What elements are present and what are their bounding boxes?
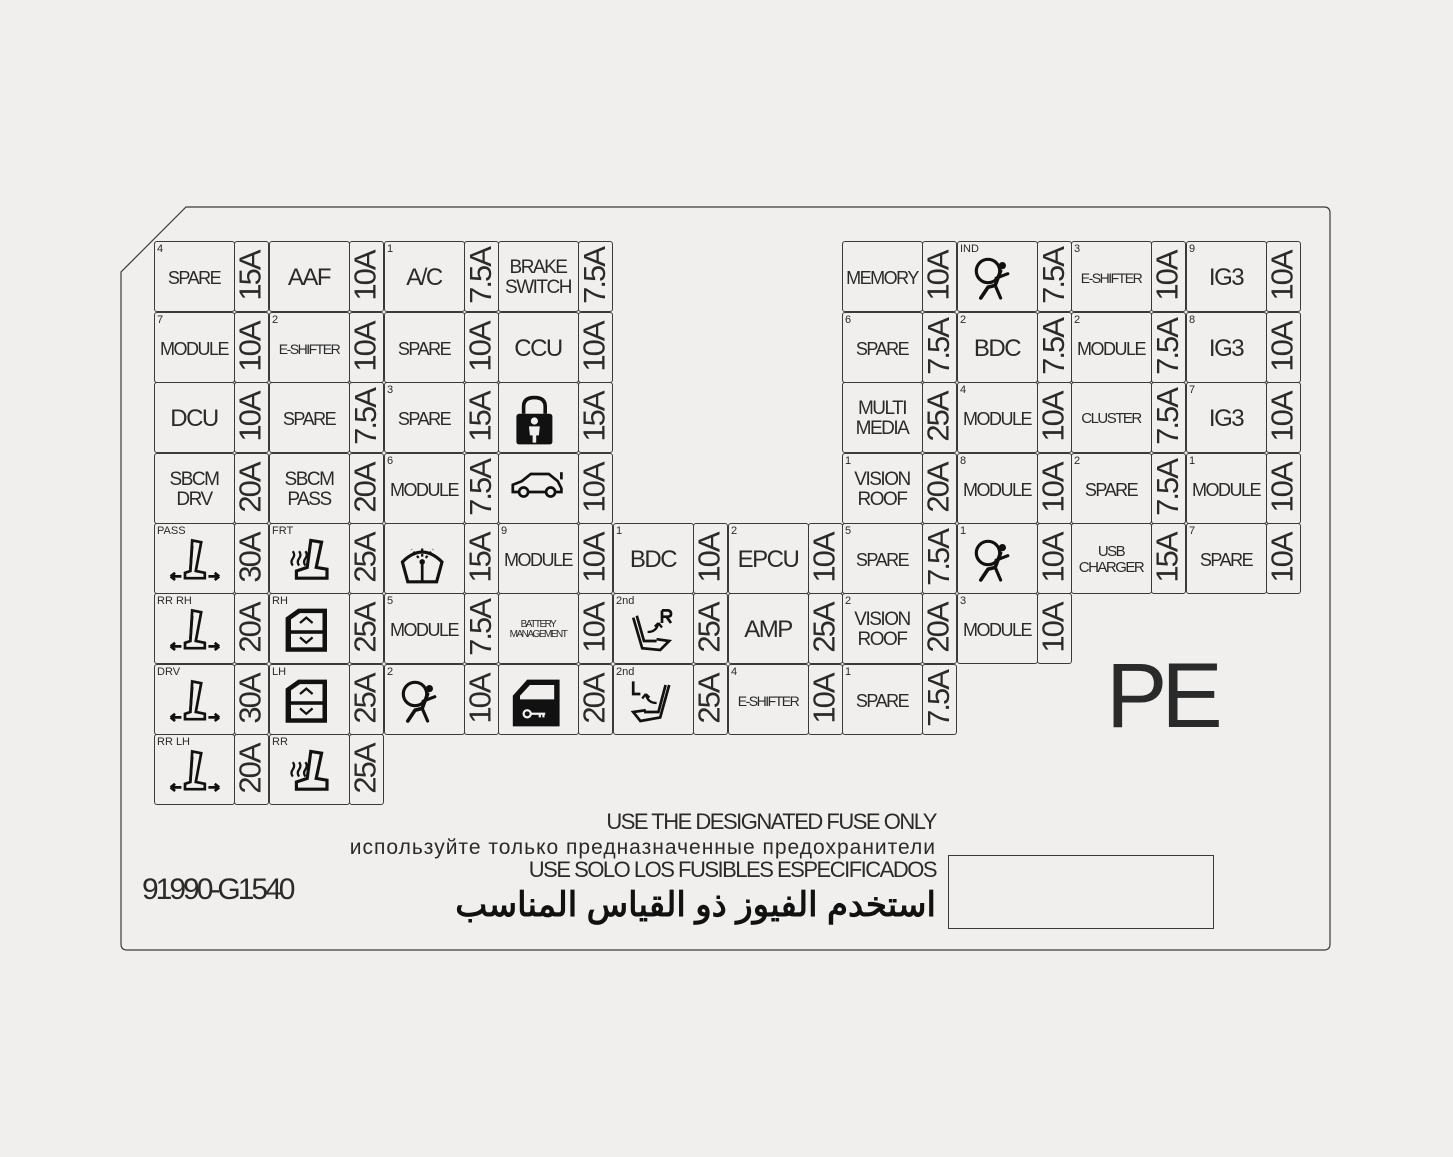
fuse-amp-text: 7.5A: [463, 460, 498, 516]
tailgate-icon: [509, 465, 567, 519]
fuse-amp-text: 7.5A: [921, 671, 956, 727]
fuse-amp-text: 20A: [348, 463, 384, 513]
fuse-label: SPARE: [855, 690, 909, 711]
fuse-amp-rating: [808, 523, 842, 593]
fuse-label: MODULE: [159, 338, 228, 359]
fuse-amp-text: 15A: [233, 251, 269, 301]
fuse-amp-text: 7.5A: [463, 248, 498, 304]
fuse-amp-text: 10A: [692, 533, 728, 583]
fuse-number: 5: [845, 525, 852, 537]
fuse-amp-rating: [693, 593, 727, 663]
fuse-amp-text: 10A: [1265, 322, 1301, 372]
fuse-label: BDC: [629, 546, 677, 574]
fuse-number: 7: [157, 314, 164, 326]
fuse-label: MEMORY: [846, 267, 918, 288]
fuse-amp-text: 10A: [921, 251, 957, 301]
power-window-icon: [280, 676, 338, 730]
power-seat-icon: [165, 535, 223, 589]
fuse-amp-rating: [578, 453, 612, 523]
fuse-label: SPARE: [397, 338, 451, 359]
fuse-label: CCU: [514, 335, 562, 363]
fuse-amp-text: 25A: [692, 674, 728, 724]
fuse-amp-text: 10A: [577, 533, 613, 583]
fuse-label: E-SHIFTER: [737, 692, 799, 709]
power-seat-icon: [165, 605, 223, 659]
fuse-label: SPARE: [167, 267, 221, 288]
fuse-amp-text: 25A: [348, 674, 384, 724]
fuse-label: MODULE: [962, 408, 1031, 429]
fuse-amp-rating: [922, 664, 956, 734]
fuse-label: SPARE: [397, 408, 451, 429]
airbag-icon: [968, 535, 1026, 589]
fuse-amp-text: 25A: [692, 603, 728, 653]
fuse-amp-rating: [234, 382, 268, 452]
fuse-number: 1: [845, 666, 852, 678]
fuse-amp-rating: [349, 312, 383, 382]
fuse-amp-rating: [349, 734, 383, 804]
fuse-amp-rating: [1151, 382, 1185, 452]
fuse-amp-text: 10A: [807, 674, 843, 724]
fuse-number: 3: [960, 595, 967, 607]
fuse-number: 1: [960, 525, 967, 537]
fuse-number: 8: [960, 455, 967, 467]
fuse-number: 2: [272, 314, 279, 326]
fuse-number: RR LH: [157, 736, 191, 748]
heated-seat-icon: [280, 535, 338, 589]
fuse-number: RR RH: [157, 595, 192, 607]
brand-mark: PE: [1106, 645, 1217, 747]
fuse-number: 2nd: [616, 595, 635, 607]
fuse-label: A/C: [406, 264, 442, 292]
fuse-amp-text: 7.5A: [348, 389, 383, 445]
power-seat-icon: [165, 746, 223, 800]
fuse-number: 5: [387, 595, 394, 607]
fuse-number: 2: [387, 666, 394, 678]
fuse-label: IG3: [1208, 335, 1244, 363]
fuse-amp-text: 10A: [1036, 392, 1072, 442]
fuse-amp-rating: [464, 593, 498, 663]
fuse-amp-rating: [234, 523, 268, 593]
fuse-label: VISION ROOF: [854, 609, 910, 650]
fuse-amp-text: 10A: [1036, 603, 1072, 653]
washer-icon: [395, 535, 453, 589]
fuse-label: MODULE: [1076, 338, 1145, 359]
fuse-amp-text: 10A: [1265, 533, 1301, 583]
fuse-label: SPARE: [282, 408, 336, 429]
fuse-amp-rating: [1151, 312, 1185, 382]
fuse-amp-rating: [1266, 312, 1300, 382]
fuse-amp-rating: [1037, 523, 1071, 593]
notice-spanish: USE SOLO LOS FUSIBLES ESPECIFICADOS: [528, 857, 936, 882]
fuse-amp-rating: [234, 241, 268, 311]
fuse-label: BATTERY MANAGEMENT: [509, 618, 567, 640]
fuse-amp-text: 10A: [577, 463, 613, 513]
fuse-amp-text: 20A: [233, 463, 269, 513]
fuse-amp-rating: [922, 241, 956, 311]
fuse-number: 3: [387, 384, 394, 396]
fuse-amp-rating: [234, 312, 268, 382]
fuse-amp-rating: [349, 382, 383, 452]
fuse-amp-rating: [1151, 523, 1185, 593]
fuse-label: SBCM PASS: [284, 469, 334, 510]
fuse-number: RH: [272, 595, 288, 607]
fuse-amp-text: 10A: [463, 674, 499, 724]
fuse-number: 1: [1189, 455, 1196, 467]
fuse-amp-rating: [349, 523, 383, 593]
fuse-label: EPCU: [737, 546, 799, 574]
fuse-amp-text: 15A: [463, 392, 499, 442]
fuse-amp-text: 25A: [807, 603, 843, 653]
heated-seat-icon: [280, 746, 338, 800]
fuse-amp-text: 20A: [233, 603, 269, 653]
power-window-icon: [280, 605, 338, 659]
fuse-amp-text: 10A: [1036, 463, 1072, 513]
fuse-number: 9: [501, 525, 508, 537]
fuse-amp-rating: [693, 523, 727, 593]
fuse-label: USB CHARGER: [1078, 543, 1144, 576]
fuse-amp-rating: [464, 382, 498, 452]
part-number: 91990-G1540: [142, 873, 293, 906]
child-lock-icon: [509, 394, 567, 448]
fuse-amp-text: 20A: [921, 603, 957, 653]
fuse-amp-text: 25A: [921, 392, 957, 442]
fuse-amp-rating: [922, 453, 956, 523]
airbag-icon: [395, 676, 453, 730]
fuse-number: 4: [960, 384, 967, 396]
fuse-number: LH: [272, 666, 287, 678]
fuse-amp-rating: [464, 312, 498, 382]
label-box: [948, 855, 1214, 929]
door-lock-icon: [509, 676, 567, 730]
fuse-label: MODULE: [389, 619, 458, 640]
fuse-amp-text: 7.5A: [921, 530, 956, 586]
fuse-amp-text: 10A: [348, 251, 384, 301]
fuse-label: AMP: [744, 616, 792, 644]
fuse-number: 3: [1074, 243, 1081, 255]
fuse-amp-rating: [234, 453, 268, 523]
fuse-label: MODULE: [503, 549, 572, 570]
fuse-amp-rating: [234, 734, 268, 804]
fuse-amp-text: 30A: [233, 533, 269, 583]
notice-arabic: استخدم الفيوز ذو القياس المناسب: [455, 886, 936, 924]
fuse-amp-rating: [234, 664, 268, 734]
fuse-amp-text: 10A: [233, 322, 269, 372]
fuse-amp-text: 15A: [577, 392, 613, 442]
fuse-number: RR: [272, 736, 288, 748]
fuse-amp-rating: [1266, 523, 1300, 593]
power-seat-icon: [165, 676, 223, 730]
fuse-number: 2: [731, 525, 738, 537]
fuse-amp-rating: [1266, 453, 1300, 523]
fuse-label: DCU: [170, 405, 218, 433]
fuse-amp-text: 20A: [233, 744, 269, 794]
fuse-number: PASS: [157, 525, 186, 537]
fuse-amp-rating: [1037, 453, 1071, 523]
fuse-amp-text: 10A: [1265, 463, 1301, 513]
fuse-label: MODULE: [389, 479, 458, 500]
fuse-amp-rating: [578, 382, 612, 452]
fuse-amp-text: 7.5A: [1036, 248, 1071, 304]
fuse-amp-text: 20A: [921, 463, 957, 513]
fuse-amp-rating: [464, 664, 498, 734]
fuse-amp-rating: [349, 241, 383, 311]
fuse-amp-text: 7.5A: [463, 600, 498, 656]
fuse-amp-rating: [578, 523, 612, 593]
fuse-amp-text: 25A: [348, 533, 384, 583]
seat-recline-l-icon: [624, 676, 682, 730]
fuse-number: 1: [616, 525, 623, 537]
fuse-amp-rating: [578, 241, 612, 311]
fuse-label: SPARE: [855, 549, 909, 570]
fuse-number: 2nd: [616, 666, 635, 678]
fuse-label: VISION ROOF: [854, 469, 910, 510]
fuse-number: 2: [845, 595, 852, 607]
fuse-amp-rating: [922, 593, 956, 663]
fuse-number: 7: [1189, 525, 1196, 537]
fuse-label: AAF: [287, 264, 331, 292]
fuse-amp-text: 15A: [1150, 533, 1186, 583]
fuse-amp-text: 10A: [1150, 251, 1186, 301]
fuse-amp-rating: [922, 382, 956, 452]
fuse-amp-text: 15A: [463, 533, 499, 583]
fuse-amp-text: 25A: [348, 603, 384, 653]
fuse-amp-text: 10A: [348, 322, 384, 372]
fuse-amp-rating: [349, 453, 383, 523]
fuse-number: 9: [1189, 243, 1196, 255]
fuse-label: E-SHIFTER: [1080, 269, 1142, 286]
fuse-amp-text: 20A: [577, 674, 613, 724]
fuse-amp-text: 10A: [1265, 392, 1301, 442]
fuse-amp-text: 25A: [348, 744, 384, 794]
fuse-amp-rating: [1266, 241, 1300, 311]
fuse-number: 4: [731, 666, 738, 678]
fuse-amp-rating: [693, 664, 727, 734]
fuse-amp-rating: [464, 523, 498, 593]
fuse-amp-text: 7.5A: [1036, 319, 1071, 375]
fuse-number: 2: [960, 314, 967, 326]
fuse-label: BDC: [973, 335, 1021, 363]
fuse-amp-rating: [1037, 312, 1071, 382]
fuse-number: DRV: [157, 666, 181, 678]
fuse-amp-rating: [1266, 382, 1300, 452]
fuse-label: MODULE: [962, 479, 1031, 500]
fuse-amp-text: 10A: [463, 322, 499, 372]
fuse-amp-rating: [922, 523, 956, 593]
fuse-amp-rating: [349, 664, 383, 734]
fuse-number: 7: [1189, 384, 1196, 396]
notice-russian: используйте только предназначенные предохранители: [349, 836, 936, 859]
fuse-label: BRAKE SWITCH: [505, 257, 571, 298]
seat-recline-r-icon: [624, 605, 682, 659]
fuse-amp-rating: [578, 312, 612, 382]
fuse-amp-text: 7.5A: [577, 248, 612, 304]
fuse-amp-text: 7.5A: [1150, 319, 1185, 375]
fuse-amp-rating: [1037, 241, 1071, 311]
fuse-number: 8: [1189, 314, 1196, 326]
fuse-amp-rating: [1151, 453, 1185, 523]
fuse-amp-rating: [1037, 593, 1071, 663]
fuse-amp-text: 10A: [577, 322, 613, 372]
fuse-number: 1: [845, 455, 852, 467]
notice-english: USE THE DESIGNATED FUSE ONLY: [606, 809, 936, 834]
fuse-amp-rating: [464, 241, 498, 311]
fuse-number: 6: [387, 455, 394, 467]
fuse-label: SPARE: [1199, 549, 1253, 570]
fuse-number: 4: [157, 243, 164, 255]
fuse-amp-rating: [234, 593, 268, 663]
fuse-number: 1: [387, 243, 394, 255]
fuse-number: 2: [1074, 455, 1081, 467]
airbag-icon: [968, 253, 1026, 307]
fuse-label: SPARE: [855, 338, 909, 359]
fuse-amp-rating: [464, 453, 498, 523]
fuse-label: IG3: [1208, 264, 1244, 292]
fuse-label: IG3: [1208, 405, 1244, 433]
fuse-label: MULTI MEDIA: [855, 398, 909, 439]
fuse-number: 2: [1074, 314, 1081, 326]
fuse-amp-rating: [578, 593, 612, 663]
fuse-label: MODULE: [962, 619, 1031, 640]
fuse-amp-text: 30A: [233, 674, 269, 724]
fuse-amp-rating: [1151, 241, 1185, 311]
fuse-amp-rating: [808, 593, 842, 663]
fuse-amp-text: 7.5A: [1150, 389, 1185, 445]
fuse-amp-text: 10A: [577, 603, 613, 653]
fuse-amp-rating: [1037, 382, 1071, 452]
fuse-label: SBCM DRV: [169, 469, 219, 510]
fuse-amp-text: 10A: [807, 533, 843, 583]
fuse-label: MODULE: [1191, 479, 1260, 500]
fuse-number: 6: [845, 314, 852, 326]
fuse-amp-rating: [349, 593, 383, 663]
fuse-number: FRT: [272, 525, 294, 537]
fuse-label: SPARE: [1084, 479, 1138, 500]
fuse-amp-text: 10A: [233, 392, 269, 442]
fuse-amp-text: 7.5A: [921, 319, 956, 375]
fuse-amp-rating: [578, 664, 612, 734]
fuse-label: CLUSTER: [1081, 410, 1141, 428]
fuse-amp-text: 10A: [1036, 533, 1072, 583]
fuse-amp-text: 7.5A: [1150, 460, 1185, 516]
fuse-label: E-SHIFTER: [278, 340, 340, 357]
fuse-amp-text: 10A: [1265, 251, 1301, 301]
fuse-amp-rating: [922, 312, 956, 382]
fuse-number: IND: [960, 243, 979, 255]
fuse-amp-rating: [808, 664, 842, 734]
